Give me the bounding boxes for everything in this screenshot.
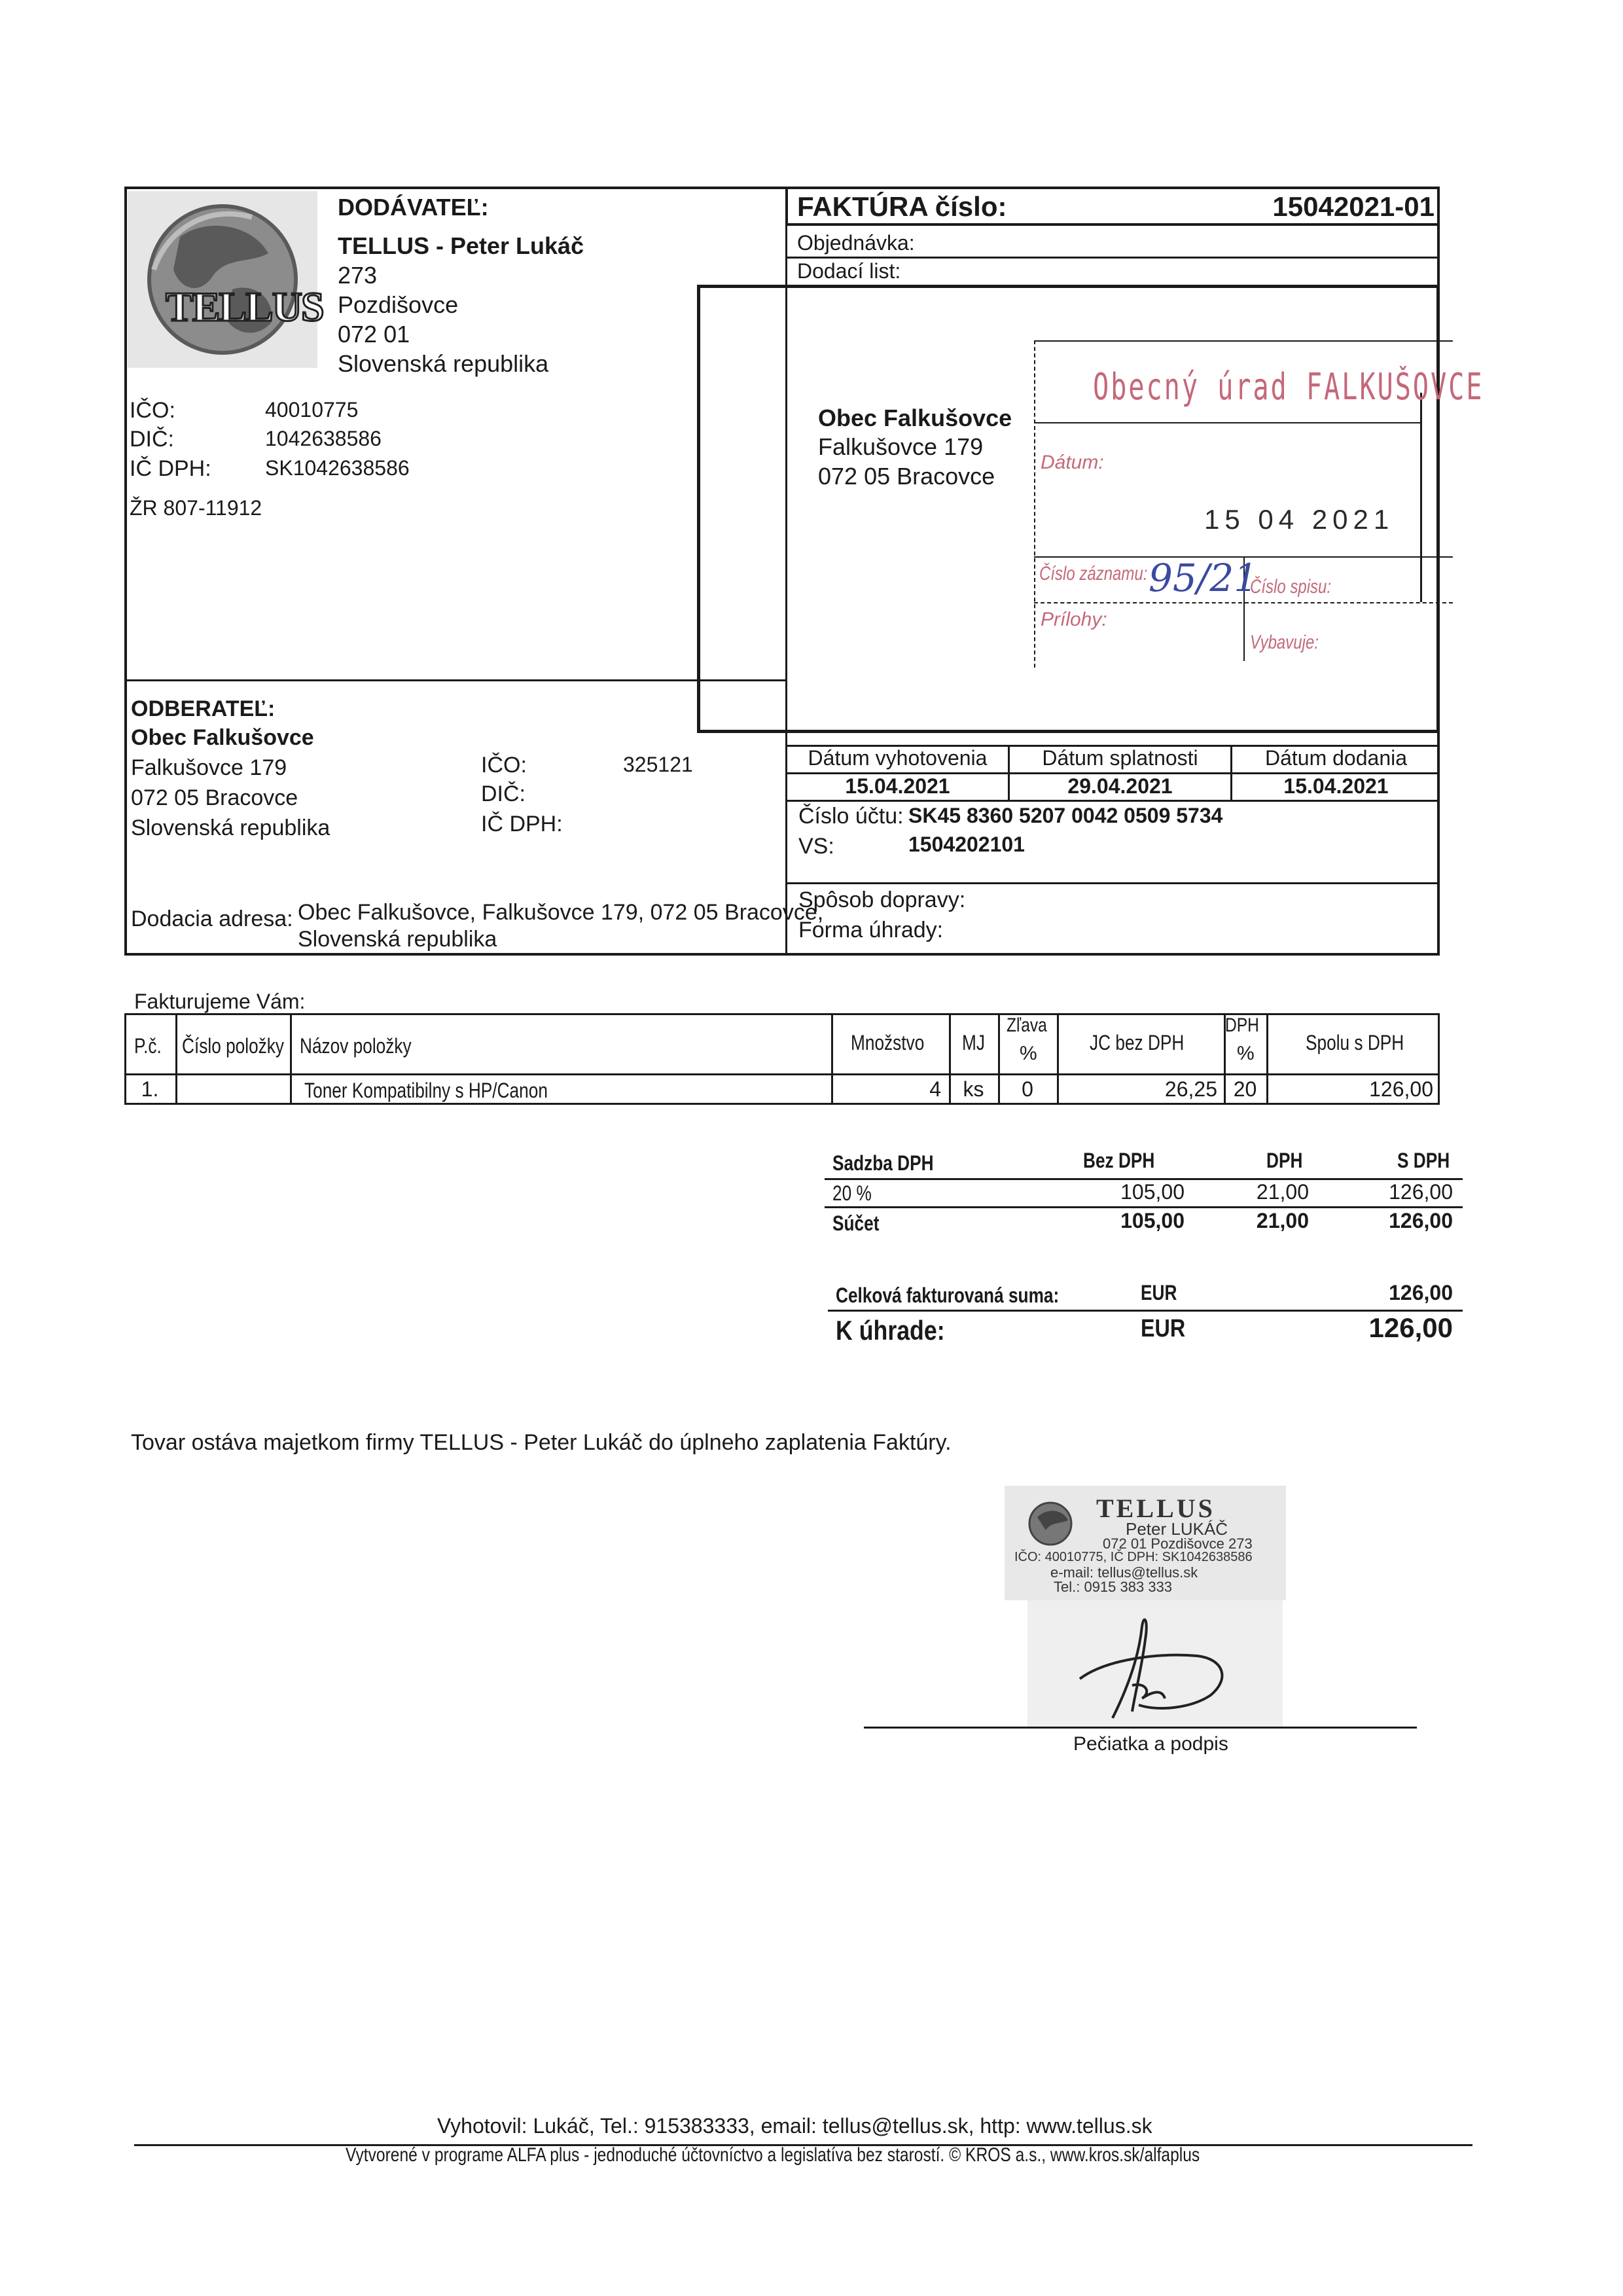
vat-row-line bbox=[825, 1206, 1463, 1208]
stamp-record-value: 95/21 bbox=[1149, 556, 1258, 600]
signature-area bbox=[1027, 1600, 1283, 1728]
due-amount: 126,00 bbox=[1368, 1312, 1453, 1343]
items-header-unit: JC bez DPH bbox=[1090, 1031, 1185, 1054]
company-stamp-line5: Tel.: 0915 383 333 bbox=[1054, 1579, 1173, 1595]
recipient-city: 072 05 Bracovce bbox=[818, 463, 995, 490]
company-stamp-line4: e-mail: tellus@tellus.sk bbox=[1050, 1564, 1198, 1581]
items-header-total: Spolu s DPH bbox=[1306, 1031, 1404, 1054]
tellus-logo bbox=[128, 191, 323, 368]
order-line bbox=[785, 257, 1440, 259]
vat-header-rate: Sadzba DPH bbox=[832, 1151, 934, 1175]
customer-dic-label: DIČ: bbox=[481, 781, 526, 806]
supplier-dic-label: DIČ: bbox=[130, 427, 174, 452]
stamp-handles-label: Vybavuje: bbox=[1250, 632, 1319, 653]
signature-line bbox=[864, 1727, 1417, 1729]
totals-line bbox=[828, 1310, 1463, 1312]
order-label: Objednávka: bbox=[797, 231, 915, 255]
vs-label: VS: bbox=[798, 834, 834, 859]
stamp-date-label: Dátum: bbox=[1041, 452, 1104, 473]
item-pc: 1. bbox=[141, 1077, 159, 1101]
items-header-pc: P.č. bbox=[134, 1034, 162, 1058]
vat-header-base: Bez DPH bbox=[1083, 1149, 1155, 1172]
supplier-ico: 40010775 bbox=[265, 398, 359, 422]
item-mj: ks bbox=[963, 1077, 984, 1101]
item-total: 126,00 bbox=[1369, 1077, 1433, 1101]
footer-software: Vytvorené v programe ALFA plus - jednoduché účtovníctvo a legislatíva bez starostí. © KROS a.s., www.kros.sk/alfaplus bbox=[346, 2144, 1200, 2166]
dates-bottom-line bbox=[785, 800, 1440, 802]
supplier-ico-label: IČO: bbox=[130, 398, 175, 423]
customer-ico-label: IČO: bbox=[481, 753, 527, 778]
due-date: 29.04.2021 bbox=[1067, 774, 1173, 798]
recipient-name: Obec Falkušovce bbox=[818, 404, 1012, 431]
delivery-note-label: Dodací list: bbox=[797, 259, 901, 283]
company-stamp-line1: Peter LUKÁČ bbox=[1126, 1519, 1228, 1539]
items-intro: Fakturujeme Vám: bbox=[134, 990, 306, 1013]
supplier-dic: 1042638586 bbox=[265, 427, 382, 450]
supplier-bottom-line bbox=[124, 679, 785, 681]
invoice-number: 15042021-01 bbox=[1272, 191, 1435, 222]
company-stamp-brand: TELLUS bbox=[1096, 1494, 1215, 1523]
globe-icon bbox=[128, 191, 317, 368]
customer-city: 072 05 Bracovce bbox=[131, 785, 298, 810]
item-name: Toner Kompatibilny s HP/Canon bbox=[304, 1079, 548, 1102]
supplier-name: TELLUS - Peter Lukáč bbox=[338, 232, 584, 259]
account-number: SK45 8360 5207 0042 0509 5734 bbox=[908, 804, 1223, 827]
stamp-date-value: 15 04 2021 bbox=[1204, 504, 1395, 535]
items-col-code bbox=[290, 1013, 292, 1105]
items-header-qty: Množstvo bbox=[851, 1031, 925, 1054]
delivery-address-line2: Slovenská republika bbox=[298, 927, 497, 952]
supplier-icdph: SK1042638586 bbox=[265, 456, 410, 480]
vat-header-gross: S DPH bbox=[1397, 1149, 1450, 1172]
vat-sum-label: Súčet bbox=[832, 1211, 880, 1235]
company-stamp bbox=[1005, 1486, 1286, 1600]
vat-summary bbox=[825, 1142, 1463, 1247]
transport-label: Spôsob dopravy: bbox=[798, 888, 966, 912]
supplier-icdph-label: IČ DPH: bbox=[130, 456, 211, 481]
vat-row-base: 105,00 bbox=[1120, 1180, 1185, 1204]
vat-row-rate: 20 % bbox=[832, 1181, 872, 1205]
customer-ico: 325121 bbox=[623, 753, 693, 776]
vat-sum-vat: 21,00 bbox=[1256, 1209, 1309, 1232]
supplier-country: Slovenská republika bbox=[338, 350, 549, 377]
supplier-street: 273 bbox=[338, 262, 378, 289]
received-stamp bbox=[1008, 340, 1484, 687]
vat-sum-gross: 126,00 bbox=[1389, 1209, 1453, 1232]
due-currency: EUR bbox=[1141, 1315, 1186, 1342]
vat-sum-base: 105,00 bbox=[1120, 1209, 1185, 1232]
item-discount: 0 bbox=[1022, 1077, 1033, 1101]
items-header-discount-pct: % bbox=[1020, 1043, 1037, 1064]
totals bbox=[828, 1273, 1463, 1352]
footer-issued-by: Vyhotovil: Lukáč, Tel.: 915383333, email: tellus@tellus.sk, http: www.tellus.sk bbox=[437, 2114, 1152, 2138]
invoice-title: FAKTÚRA číslo: bbox=[797, 191, 1007, 222]
supplier-city: Pozdišovce bbox=[338, 291, 459, 318]
due-date-label: Dátum splatnosti bbox=[1042, 746, 1198, 770]
logo-text: TELLUS bbox=[166, 283, 323, 330]
item-vat: 20 bbox=[1233, 1077, 1257, 1101]
stamp-attachments-label: Prílohy: bbox=[1041, 609, 1107, 630]
invoiced-amount: 126,00 bbox=[1389, 1281, 1453, 1304]
payment-line bbox=[785, 882, 1440, 884]
items-col-pc bbox=[175, 1013, 177, 1105]
delivery-address-line1: Obec Falkušovce, Falkušovce 179, 072 05 Bracovce, bbox=[298, 900, 824, 925]
item-unit-price: 26,25 bbox=[1164, 1077, 1217, 1101]
due-label: K úhrade: bbox=[836, 1315, 945, 1346]
stamp-title: Obecný úrad FALKUŠOVCE bbox=[1093, 366, 1484, 408]
supplier-zip: 072 01 bbox=[338, 321, 410, 348]
signature-icon bbox=[1027, 1600, 1283, 1728]
customer-country: Slovenská republika bbox=[131, 816, 330, 840]
vs-value: 1504202101 bbox=[908, 833, 1025, 856]
invoiced-currency: EUR bbox=[1141, 1281, 1177, 1304]
supplier-zr: ŽR 807-11912 bbox=[130, 496, 262, 520]
vat-row-gross: 126,00 bbox=[1389, 1180, 1453, 1204]
items-header-line bbox=[124, 1073, 1440, 1075]
stamp-file-label: Číslo spisu: bbox=[1250, 576, 1332, 598]
items-header-discount: Zľava bbox=[1007, 1014, 1047, 1036]
customer-name: Obec Falkušovce bbox=[131, 725, 314, 750]
item-qty: 4 bbox=[929, 1077, 941, 1101]
items-header-vat: DPH bbox=[1225, 1014, 1259, 1036]
items-header-name: Názov položky bbox=[300, 1034, 412, 1058]
issue-date: 15.04.2021 bbox=[845, 774, 950, 798]
vat-row-vat: 21,00 bbox=[1256, 1180, 1309, 1204]
supplier-heading: DODÁVATEĽ: bbox=[338, 194, 489, 221]
customer-icdph-label: IČ DPH: bbox=[481, 812, 563, 836]
signature-label: Pečiatka a podpis bbox=[1073, 1733, 1228, 1755]
company-stamp-line3: IČO: 40010775, IČ DPH: SK1042638586 bbox=[1014, 1550, 1253, 1564]
payment-method-label: Forma úhrady: bbox=[798, 918, 944, 942]
company-stamp-line2: 072 01 Pozdišovce 273 bbox=[1103, 1535, 1253, 1552]
invoiced-label: Celková fakturovaná suma: bbox=[836, 1283, 1060, 1307]
globe-icon bbox=[1021, 1498, 1086, 1550]
delivery-address-label: Dodacia adresa: bbox=[131, 906, 293, 931]
delivery-date-label: Dátum dodania bbox=[1264, 746, 1408, 770]
ownership-note: Tovar ostáva majetkom firmy TELLUS - Peter Lukáč do úplneho zaplatenia Faktúry. bbox=[131, 1430, 952, 1455]
account-label: Číslo účtu: bbox=[798, 804, 904, 829]
customer-street: Falkušovce 179 bbox=[131, 755, 287, 780]
customer-heading: ODBERATEĽ: bbox=[131, 696, 276, 721]
items-header-vat-pct: % bbox=[1237, 1043, 1255, 1064]
vat-header-vat: DPH bbox=[1266, 1149, 1303, 1172]
stamp-record-label: Číslo záznamu: bbox=[1039, 563, 1148, 584]
issue-date-label: Dátum vyhotovenia bbox=[808, 746, 988, 770]
delivery-date: 15.04.2021 bbox=[1283, 774, 1389, 798]
items-header-code: Číslo položky bbox=[182, 1034, 285, 1058]
recipient-street: Falkušovce 179 bbox=[818, 433, 984, 460]
items-header-mj: MJ bbox=[962, 1031, 985, 1054]
